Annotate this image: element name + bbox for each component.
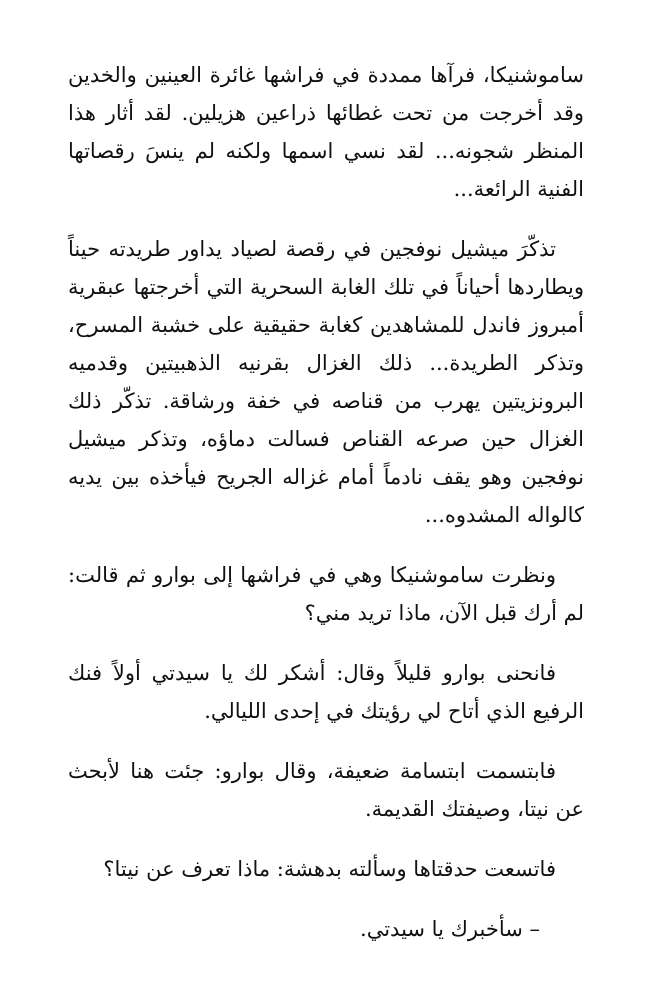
paragraph-4: فانحنى بوارو قليلاً وقال: أشكر لك يا سيدتي أولاً فنك الرفيع الذي أتاح لي رؤيتك في إحدى الليالي.	[68, 661, 584, 723]
paragraph-2: تذكّرَ ميشيل نوفجين في رقصة لصياد يداور طريدته حيناً ويطاردها أحياناً في تلك الغابة السحرية التي أخرجتها عبقرية أمبروز فاندل للمشاهدين كغابة حقيقية على خشبة المسرح، وتذكر الطريدة... ذلك الغزال بقرنيه الذهبيتين وقدميه البرونزيتين يهرب من قناصه في خفة ورشاقة. تذكّر ذلك الغزال حين صرعه القناص فسالت دماؤه، وتذكر ميشيل نوفجين وهو يقف نادماً أمام غزاله الجريح فيأخذه بين يديه كالواله المشدوه...	[68, 237, 584, 527]
paragraph-3: ونظرت ساموشنيكا وهي في فراشها إلى بوارو ثم قالت: لم أرك قبل الآن، ماذا تريد مني؟	[68, 563, 584, 625]
paragraph-6: فاتسعت حدقتاها وسألته بدهشة: ماذا تعرف عن نيتا؟	[103, 857, 556, 881]
paragraph-1: ساموشنيكا، فرآها ممددة في فراشها غائرة العينين والخدين وقد أخرجت من تحت غطائها ذراعين هزيلين. لقد أثار هذا المنظر شجونه... لقد نسي اسمها ولكنه لم ينسَ رقصاتها الفنية الرائعة...	[68, 63, 584, 201]
dialogue-line: – سأخبرك يا سيدتي.	[360, 917, 540, 941]
book-page	[68, 56, 584, 970]
paragraph-5: فابتسمت ابتسامة ضعيفة، وقال بوارو: جئت هنا لأبحث عن نيتا، وصيفتك القديمة.	[68, 759, 584, 821]
